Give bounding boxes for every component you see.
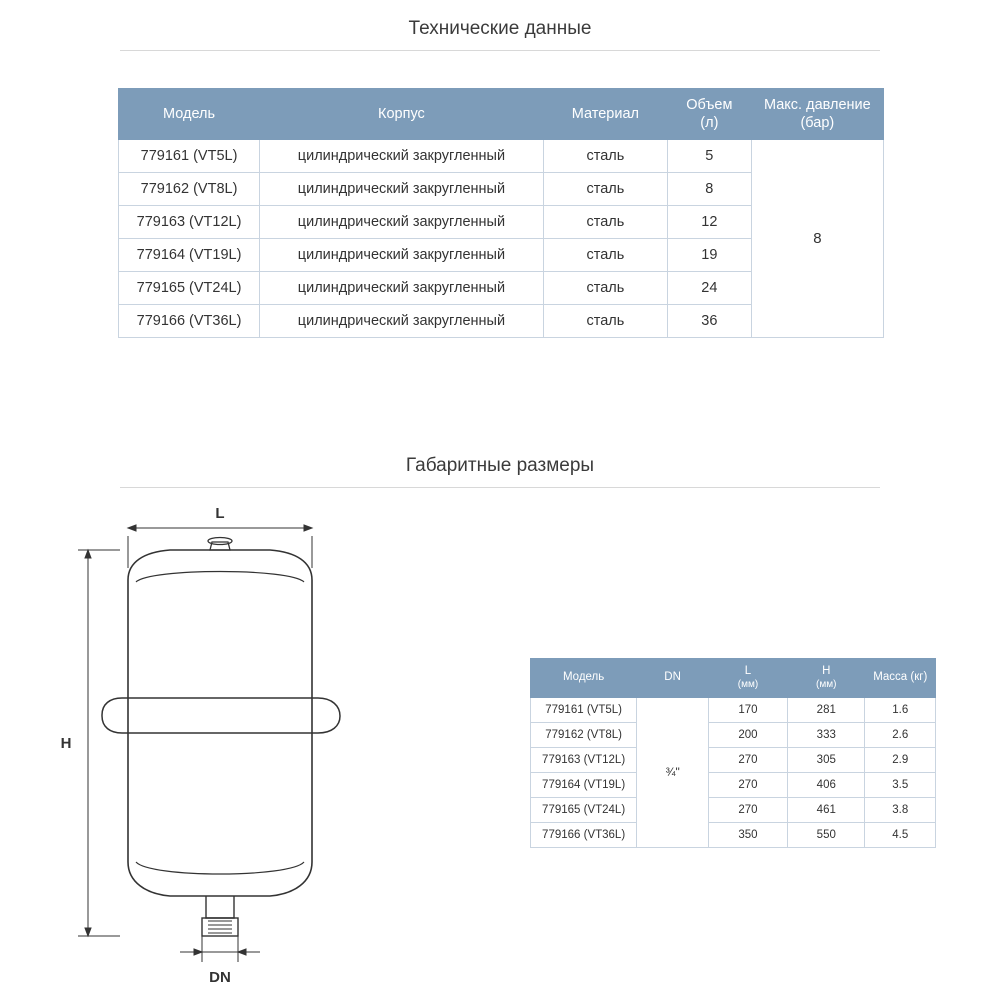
cell-length: 170 bbox=[708, 697, 787, 722]
cell-body: цилиндрический закругленный bbox=[260, 173, 544, 206]
cell-model: 779166 (VT36L) bbox=[531, 822, 637, 847]
table-row bbox=[531, 822, 936, 847]
tech-col-volume-label: Объем bbox=[686, 97, 733, 113]
cell-volume: 5 bbox=[667, 140, 751, 173]
dim-col-h-label: H bbox=[822, 665, 831, 677]
cell-height: 333 bbox=[788, 722, 865, 747]
dim-col-h-unit: (мм) bbox=[816, 678, 837, 690]
table-row bbox=[531, 797, 936, 822]
cell-model: 779165 (VT24L) bbox=[531, 797, 637, 822]
dimensions-title: Габаритные размеры bbox=[405, 455, 595, 476]
cell-max-pressure: 8 bbox=[751, 140, 883, 338]
cell-model: 779161 (VT5L) bbox=[531, 697, 637, 722]
label-dn: DN bbox=[209, 969, 231, 986]
dim-col-dn bbox=[637, 659, 709, 698]
title-divider bbox=[120, 50, 880, 51]
tech-col-material bbox=[543, 89, 667, 140]
table-row bbox=[531, 772, 936, 797]
dimensions-divider bbox=[120, 487, 880, 488]
cell-material: сталь bbox=[543, 272, 667, 305]
tech-header-row bbox=[119, 89, 884, 140]
cell-model: 779162 (VT8L) bbox=[531, 722, 637, 747]
cell-model: 779163 (VT12L) bbox=[531, 747, 637, 772]
dimensions-table-container bbox=[530, 658, 936, 848]
tech-col-pressure-label: Макс. давление bbox=[764, 97, 871, 113]
cell-volume: 8 bbox=[667, 173, 751, 206]
cell-body: цилиндрический закругленный bbox=[260, 239, 544, 272]
cell-volume: 12 bbox=[667, 206, 751, 239]
tech-col-pressure-unit: (бар) bbox=[800, 115, 835, 132]
cell-material: сталь bbox=[543, 206, 667, 239]
dim-col-l-label: L bbox=[744, 665, 752, 677]
dim-col-l-unit: (мм) bbox=[737, 678, 759, 690]
cell-height: 550 bbox=[788, 822, 865, 847]
tech-col-volume bbox=[667, 89, 751, 140]
cell-model: 779164 (VT19L) bbox=[119, 239, 260, 272]
cell-weight: 3.5 bbox=[865, 772, 936, 797]
cell-model: 779162 (VT8L) bbox=[119, 173, 260, 206]
dims-title-block bbox=[0, 455, 1000, 488]
cell-body: цилиндрический закругленный bbox=[260, 305, 544, 338]
cell-length: 200 bbox=[708, 722, 787, 747]
cell-height: 305 bbox=[788, 747, 865, 772]
dim-col-model bbox=[531, 659, 637, 698]
dim-col-weight bbox=[865, 659, 936, 698]
cell-material: сталь bbox=[543, 305, 667, 338]
tank-drawing bbox=[40, 500, 500, 995]
cell-material: сталь bbox=[543, 239, 667, 272]
cell-body: цилиндрический закругленный bbox=[260, 140, 544, 173]
cell-model: 779164 (VT19L) bbox=[531, 772, 637, 797]
tech-table-head bbox=[119, 89, 884, 140]
cell-body: цилиндрический закругленный bbox=[260, 272, 544, 305]
page-title: Технические данные bbox=[408, 18, 592, 39]
cell-volume: 36 bbox=[667, 305, 751, 338]
dim-col-h bbox=[788, 659, 865, 698]
table-row bbox=[531, 747, 936, 772]
cell-height: 406 bbox=[788, 772, 865, 797]
cell-weight: 3.8 bbox=[865, 797, 936, 822]
cell-height: 281 bbox=[788, 697, 865, 722]
cell-material: сталь bbox=[543, 173, 667, 206]
cell-weight: 2.9 bbox=[865, 747, 936, 772]
cell-volume: 19 bbox=[667, 239, 751, 272]
tech-col-material-label: Материал bbox=[571, 106, 639, 123]
dim-header-row bbox=[531, 659, 936, 698]
cell-length: 350 bbox=[708, 822, 787, 847]
cell-body: цилиндрический закругленный bbox=[260, 206, 544, 239]
dim-col-l bbox=[708, 659, 787, 698]
tech-col-pressure bbox=[751, 89, 883, 140]
dim-col-dn-label: DN bbox=[664, 671, 681, 683]
tech-col-body bbox=[260, 89, 544, 140]
dim-col-model-label: Модель bbox=[562, 671, 605, 683]
cell-length: 270 bbox=[708, 747, 787, 772]
cell-weight: 1.6 bbox=[865, 697, 936, 722]
table-row bbox=[531, 722, 936, 747]
tech-table-body bbox=[119, 140, 884, 338]
dim-table-head bbox=[531, 659, 936, 698]
tech-title-block bbox=[0, 18, 1000, 51]
table-row bbox=[531, 697, 936, 722]
cell-model: 779165 (VT24L) bbox=[119, 272, 260, 305]
label-length: L bbox=[215, 505, 225, 522]
cell-weight: 2.6 bbox=[865, 722, 936, 747]
cell-model: 779163 (VT12L) bbox=[119, 206, 260, 239]
dimensions-table bbox=[530, 658, 936, 848]
cell-height: 461 bbox=[788, 797, 865, 822]
dim-table-body bbox=[531, 697, 936, 847]
cell-length: 270 bbox=[708, 772, 787, 797]
tech-col-volume-unit: (л) bbox=[700, 115, 719, 132]
cell-model: 779166 (VT36L) bbox=[119, 305, 260, 338]
tech-col-model bbox=[119, 89, 260, 140]
technical-data-table bbox=[118, 88, 884, 338]
cell-weight: 4.5 bbox=[865, 822, 936, 847]
tech-table-container bbox=[118, 88, 884, 338]
label-height: H bbox=[60, 735, 72, 752]
table-row bbox=[119, 140, 884, 173]
tech-col-body-label: Корпус bbox=[378, 106, 425, 123]
dim-col-weight-label: Масса (кг) bbox=[873, 671, 928, 683]
cell-length: 270 bbox=[708, 797, 787, 822]
tech-col-model-label: Модель bbox=[163, 106, 216, 123]
cell-material: сталь bbox=[543, 140, 667, 173]
cell-model: 779161 (VT5L) bbox=[119, 140, 260, 173]
cell-volume: 24 bbox=[667, 272, 751, 305]
cell-dn: ¾" bbox=[637, 697, 709, 847]
